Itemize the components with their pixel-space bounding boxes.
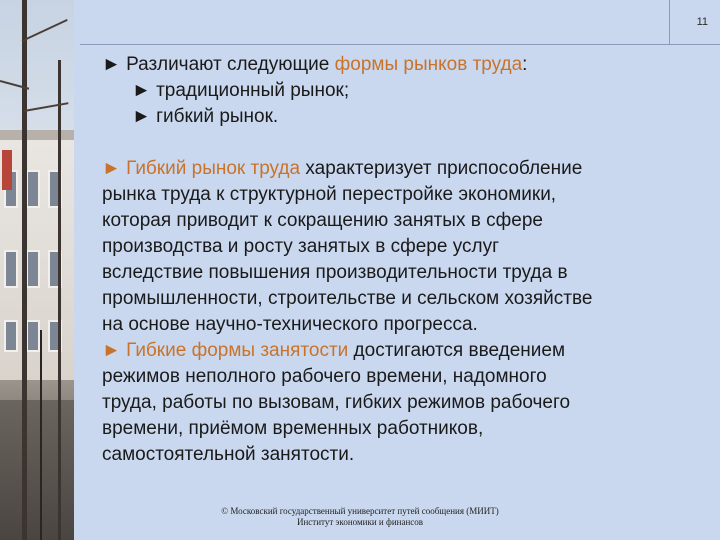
intro-highlight: формы рынков труда xyxy=(334,54,523,75)
text-line: которая приводит к сокращению занятых в сфере xyxy=(102,210,543,231)
footer-copyright: © Московский государственный университет путей сообщения (МИИТ) xyxy=(221,506,499,516)
footer xyxy=(160,506,560,528)
header-divider xyxy=(80,44,720,45)
bullet-arrow-icon: ► xyxy=(102,340,121,361)
bullet-arrow-icon: ► xyxy=(102,158,121,179)
text-line: достигаются введением xyxy=(348,340,566,361)
list-item xyxy=(102,104,702,130)
flexible-employment-highlight: Гибкие формы занятости xyxy=(126,340,349,361)
text-line: производства и росту занятых в сфере услуг xyxy=(102,236,499,257)
list-item xyxy=(102,78,702,104)
list-item-text: гибкий рынок. xyxy=(156,106,279,127)
text-line: режимов неполного рабочего времени, надомного xyxy=(102,366,547,387)
bullet-arrow-icon: ► xyxy=(102,54,121,75)
slide-content xyxy=(102,52,702,468)
intro-tail: : xyxy=(522,54,528,75)
text-line: времени, приёмом временных работников, xyxy=(102,418,484,439)
flexible-market-paragraph xyxy=(102,156,702,338)
text-line: вследствие повышения производительности труда в xyxy=(102,262,568,283)
text-line: характеризует приспособление xyxy=(300,158,583,179)
building-photo xyxy=(0,0,74,540)
bullet-arrow-icon: ► xyxy=(132,106,151,127)
intro-lead: Различают следующие xyxy=(126,54,335,75)
footer-institute: Институт экономики и финансов xyxy=(296,517,424,527)
text-line: рынка труда к структурной перестройке экономики, xyxy=(102,184,557,205)
text-line: самостоятельной занятости. xyxy=(102,444,355,465)
text-line: на основе научно-технического прогресса. xyxy=(102,314,478,335)
corner-divider-vertical xyxy=(669,0,670,44)
page-number: 11 xyxy=(696,16,708,28)
text-line: промышленности, строительстве и сельском хозяйстве xyxy=(102,288,593,309)
bullet-arrow-icon: ► xyxy=(132,80,151,101)
flexible-employment-paragraph xyxy=(102,338,702,468)
text-line: труда, работы по вызовам, гибких режимов рабочего xyxy=(102,392,571,413)
flexible-market-highlight: Гибкий рынок труда xyxy=(126,158,301,179)
intro-paragraph xyxy=(102,52,702,78)
list-item-text: традиционный рынок; xyxy=(156,80,350,101)
